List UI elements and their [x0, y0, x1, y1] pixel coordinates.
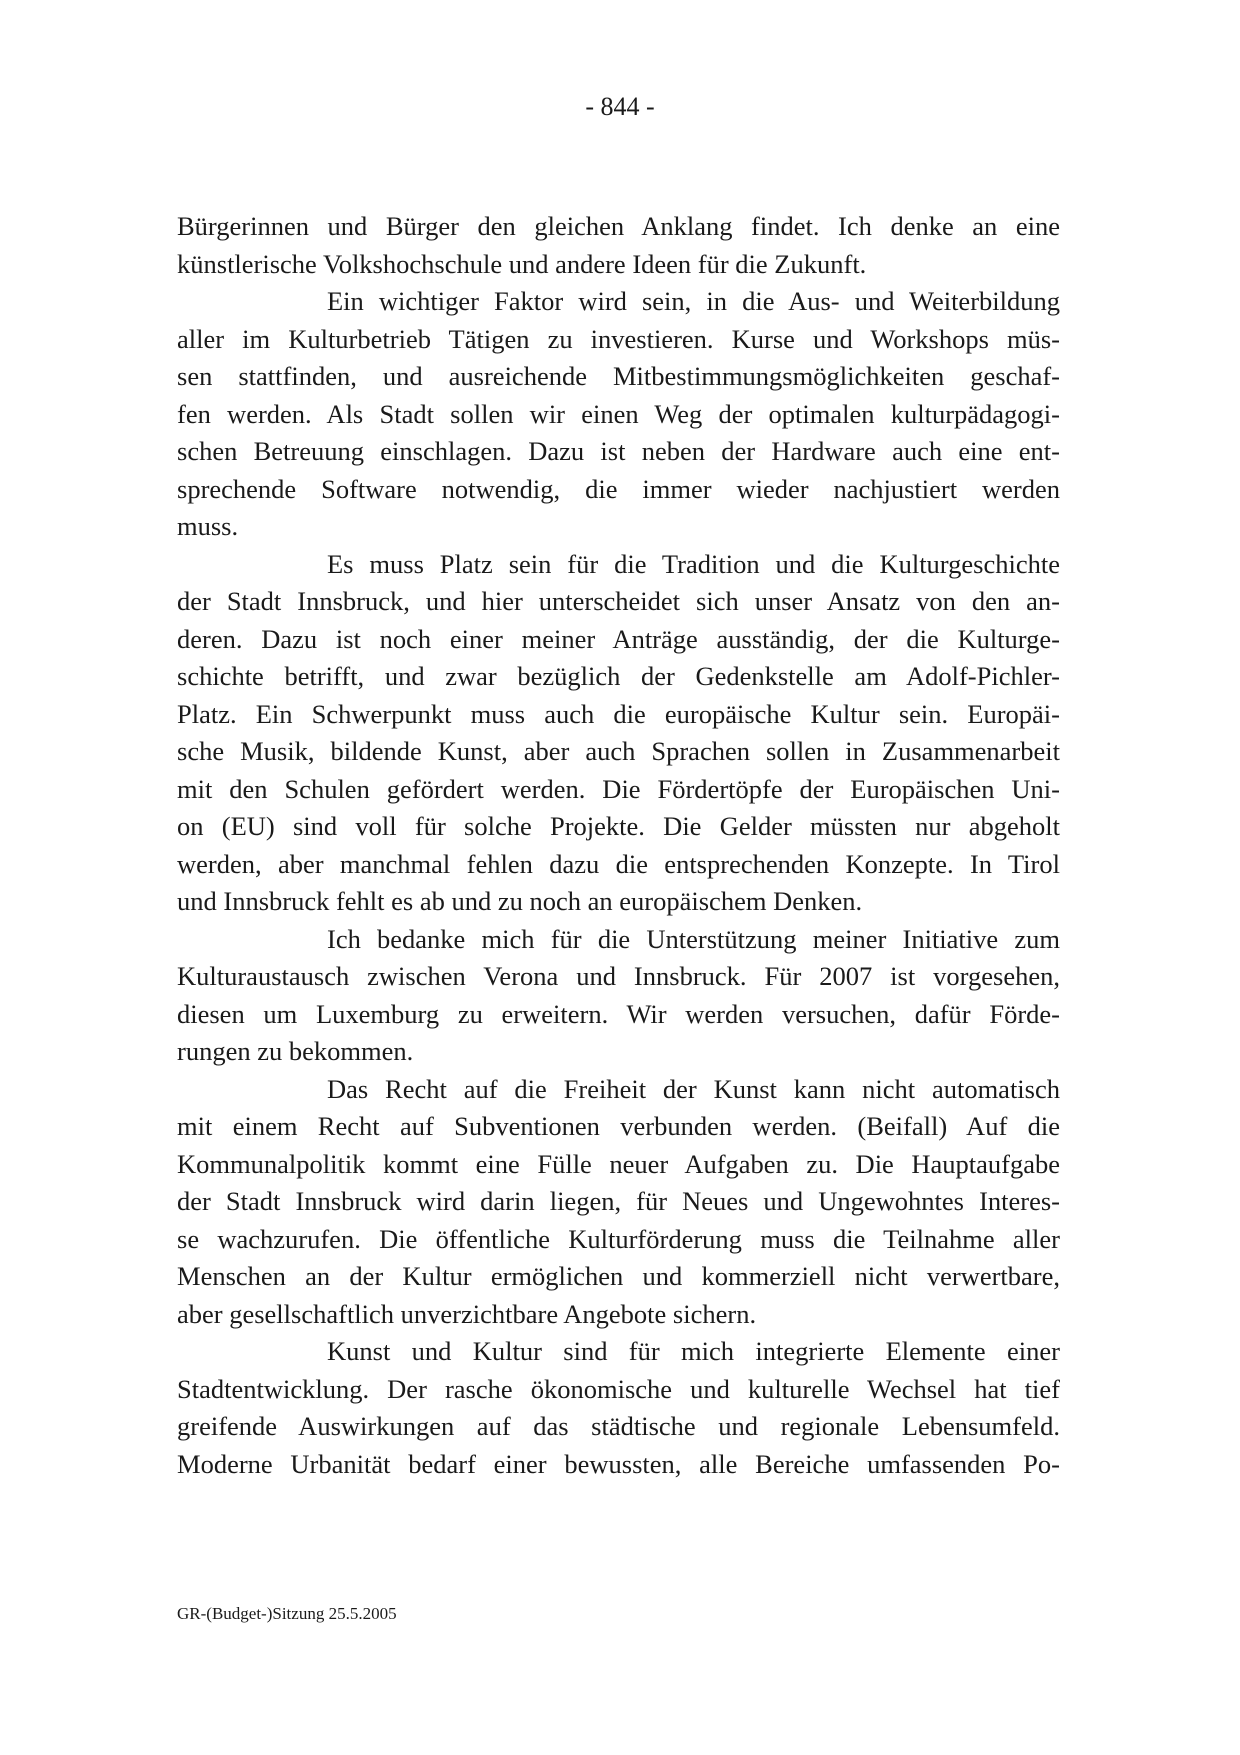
page-number: - 844 -: [585, 92, 655, 121]
text-line: mit den Schulen gefördert werden. Die Fördertöpfe der Europäischen Uni-: [177, 773, 1060, 804]
text-line: rungen zu bekommen.: [177, 1036, 414, 1066]
text-line: sen stattfinden, und ausreichende Mitbestimmungsmöglichkeiten geschaf-: [177, 361, 1060, 391]
text-line: schen Betreuung einschlagen. Dazu ist neben der Hardware auch eine ent-: [177, 436, 1060, 466]
text-line: aller im Kulturbetrieb Tätigen zu investieren. Kurse und Workshops müs-: [177, 323, 1060, 354]
text-line: Bürgerinnen und Bürger den gleichen Anklang findet. Ich denke an eine: [177, 211, 1060, 241]
text-line: Kulturaustausch zwischen Verona und Innsbruck. Für 2007 ist vorgesehen,: [177, 961, 1060, 991]
text-line: se wachzurufen. Die öffentliche Kulturförderung muss die Teilnahme aller: [177, 1223, 1060, 1254]
text-line: greifende Auswirkungen auf das städtische und regionale Lebensumfeld.: [177, 1411, 1060, 1441]
text-line: sche Musik, bildende Kunst, aber auch Sprachen sollen in Zusammenarbeit: [177, 736, 1060, 766]
text-line: Kunst und Kultur sind für mich integrierte Elemente einer: [327, 1336, 1060, 1366]
text-line: und Innsbruck fehlt es ab und zu noch an europäischem Denken.: [177, 886, 863, 916]
text-line: diesen um Luxemburg zu erweitern. Wir werden versuchen, dafür Förde-: [177, 998, 1060, 1029]
text-line: Ein wichtiger Faktor wird sein, in die Aus- und Weiterbildung: [327, 286, 1060, 316]
text-line: werden, aber manchmal fehlen dazu die entsprechenden Konzepte. In Tirol: [177, 848, 1060, 879]
text-line: Moderne Urbanität bedarf einer bewussten, alle Bereiche umfassenden Po-: [177, 1448, 1060, 1479]
footer-session-info: GR-(Budget-)Sitzung 25.5.2005: [177, 1604, 397, 1623]
body-text: [177, 208, 1060, 1483]
text-line: Ich bedanke mich für die Unterstützung meiner Initiative zum: [327, 923, 1060, 954]
text-line: mit einem Recht auf Subventionen verbunden werden. (Beifall) Auf die: [177, 1111, 1060, 1141]
text-line: sprechende Software notwendig, die immer wieder nachjustiert werden: [177, 473, 1060, 504]
text-line: Stadtentwicklung. Der rasche ökonomische und kulturelle Wechsel hat tief: [177, 1373, 1060, 1404]
text-line: schichte betrifft, und zwar bezüglich der Gedenkstelle am Adolf-Pichler-: [177, 661, 1060, 691]
text-line: Es muss Platz sein für die Tradition und die Kulturgeschichte: [327, 548, 1060, 579]
text-line: deren. Dazu ist noch einer meiner Anträge ausständig, der die Kulturge-: [177, 623, 1060, 654]
text-line: fen werden. Als Stadt sollen wir einen Weg der optimalen kulturpädagogi-: [177, 398, 1060, 429]
text-line: Das Recht auf die Freiheit der Kunst kann nicht automatisch: [327, 1073, 1060, 1104]
text-line: Platz. Ein Schwerpunkt muss auch die europäische Kultur sein. Europäi-: [177, 698, 1060, 729]
text-line: der Stadt Innsbruck wird darin liegen, für Neues und Ungewohntes Interes-: [177, 1186, 1060, 1216]
text-line: der Stadt Innsbruck, und hier unterscheidet sich unser Ansatz von den an-: [177, 586, 1060, 616]
text-line: Kommunalpolitik kommt eine Fülle neuer Aufgaben zu. Die Hauptaufgabe: [177, 1148, 1060, 1179]
text-line: künstlerische Volkshochschule und andere Ideen für die Zukunft.: [177, 248, 867, 279]
text-line: aber gesellschaftlich unverzichtbare Angebote sichern.: [177, 1298, 757, 1329]
text-line: Menschen an der Kultur ermöglichen und kommerziell nicht verwertbare,: [177, 1261, 1060, 1291]
text-line: muss.: [177, 511, 239, 541]
text-line: on (EU) sind voll für solche Projekte. Die Gelder müssten nur abgeholt: [177, 811, 1060, 841]
